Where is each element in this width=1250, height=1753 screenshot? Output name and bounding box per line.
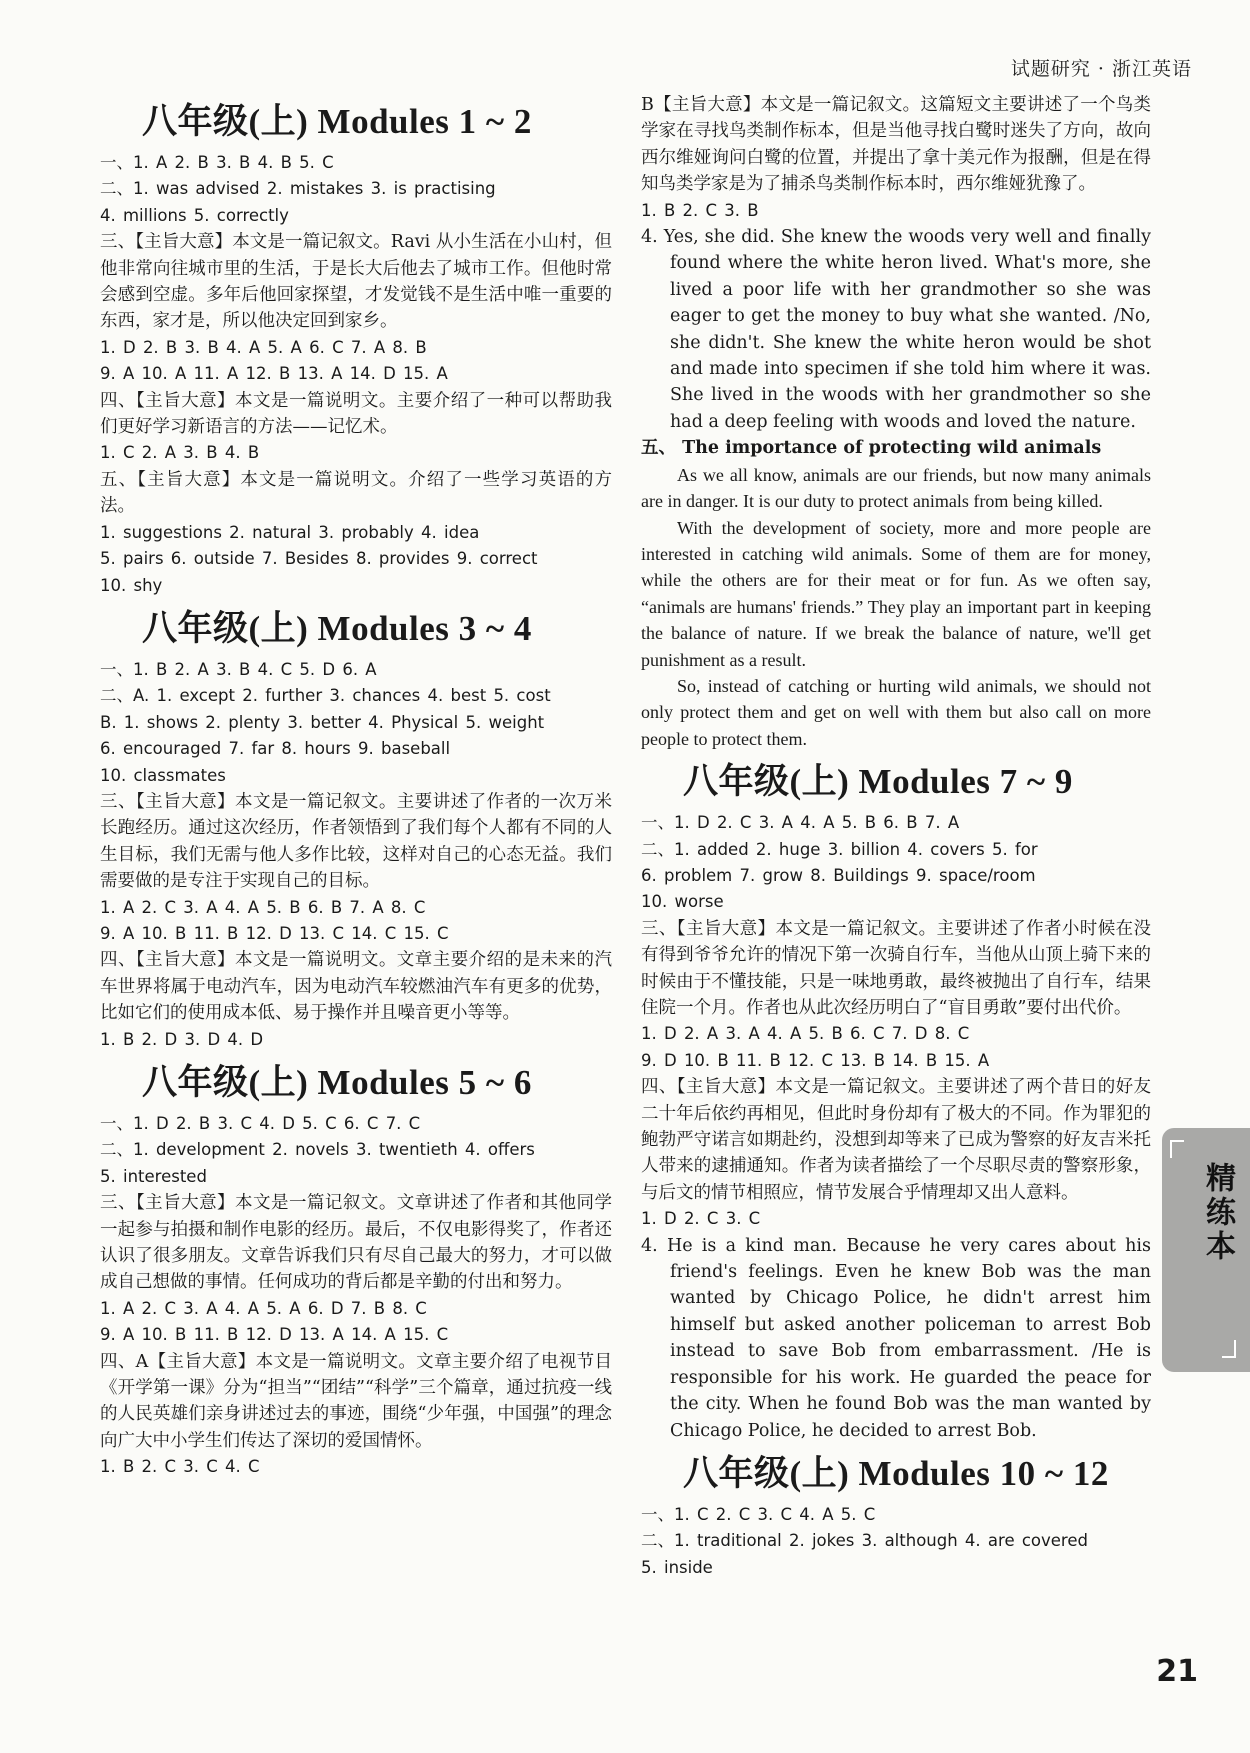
answer-line: 二、1. was advised 2. mistakes 3. is practising [100,179,496,199]
answer-line: 10. shy [100,575,163,595]
side-tab-label: 精练本 [1200,1162,1235,1264]
answer-line: 1. C 2. A 3. B 4. B [100,443,260,463]
answer-line: 二、1. traditional 2. jokes 3. although 4. are covered [641,1531,1088,1551]
section-heading: 八年级(上) Modules 10 ~ 12 [683,1453,1109,1493]
answer-line: 1. B 2. C 3. C 4. C [100,1457,260,1477]
section-heading: 八年级(上) Modules 5 ~ 6 [142,1063,532,1102]
answer-line: 9. D 10. B 11. B 12. C 13. B 14. B 15. A [641,1050,990,1070]
answer-line: 5. pairs 6. outside 7. Besides 8. provides 9. correct [100,549,538,569]
answer-line: 1. suggestions 2. natural 3. probably 4. idea [100,522,480,542]
answer-line: 5. interested [100,1166,207,1186]
answer-line: 9. A 10. B 11. B 12. D 13. A 14. A 15. C [100,1325,449,1345]
answer-line: 1. A 2. C 3. A 4. A 5. A 6. D 7. B 8. C [100,1298,427,1318]
tab-corner-mark [1222,1340,1236,1358]
page-number: 21 [1156,1654,1198,1689]
answer-line: 9. A 10. A 11. A 12. B 13. A 14. D 15. A [100,364,448,384]
answer-line: 二、A. 1. except 2. further 3. chances 4. best 5. cost [100,686,551,706]
answer-line: 6. problem 7. grow 8. Buildings 9. space/room [641,865,1036,885]
answer-line: 一、1. D 2. B 3. C 4. D 5. C 6. C 7. C [100,1114,421,1133]
answer-line: 一、1. C 2. C 3. C 4. A 5. C [641,1504,876,1524]
answer-line: 1. B 2. C 3. B [641,200,759,220]
answer-line: 二、1. development 2. novels 3. twentieth 4. offers [100,1140,535,1160]
running-header: 试题研究 · 浙江英语 [1010,58,1192,80]
answer-line: 4. millions 5. correctly [100,205,289,225]
answer-line: 10. worse [641,892,724,912]
summary-paragraph: 四、【主旨大意】本文是一篇记叙文。主要讲述了两个昔日的好友二十年后依约再相见，但此时身份却有了极大的不同。作为罪犯的鲍勃严守诺言如期赴约，没想到却等来了已成为警察的好友吉米托人带来的逮捕通知。作者为读者描绘了一个尽职尽责的警察形象，与后文的情节相照应，情节发展合乎情理却又出人意料。 [641,1077,1151,1203]
tab-corner-mark [1170,1140,1184,1158]
open-answer: 4. He is a kind man. Because he very cares about his friend's feelings. Even he knew Bob was the man wanted by Chicago Police, he didn't arrest him himself but asked another policeman to arrest Bob instead to save Bob from embarrassment. /He is responsible for his work. He guarded the peace for the city. When he found Bob was the man wanted by Chicago Police, he decided to arrest Bob. [641,1235,1151,1441]
answer-line: 1. B 2. D 3. D 4. D [100,1029,264,1049]
answer-line: 一、1. A 2. B 3. B 4. B 5. C [100,153,334,172]
right-column [641,92,1151,1581]
summary-paragraph: 四、A【主旨大意】本文是一篇说明文。文章主要介绍了电视节目《开学第一课》分为“担当”“团结”“科学”三个篇章，通过抗疫一线的人民英雄们亲身讲述过去的事迹，围绕“少年强，中国强”的理念向广大中小学生们传达了深切的爱国情怀。 [100,1351,612,1451]
answer-line: 9. A 10. B 11. B 12. D 13. C 14. C 15. C [100,923,449,943]
answer-line: 1. D 2. B 3. B 4. A 5. A 6. C 7. A 8. B [100,337,427,357]
summary-paragraph: 五、【主旨大意】本文是一篇说明文。介绍了一些学习英语的方法。 [100,469,612,517]
answer-line: 一、1. D 2. C 3. A 4. A 5. B 6. B 7. A [641,813,960,833]
answer-line: 6. encouraged 7. far 8. hours 9. baseball [100,739,451,759]
summary-paragraph: 三、【主旨大意】本文是一篇记叙文。主要讲述了作者小时候在没有得到爷爷允许的情况下第一次骑自行车，当他从山顶上骑下来的时候由于不懂技能，只是一味地勇敢，最终被抛出了自行车，结果住院一个月。作者也从此次经历明白了“盲目勇敢”要付出代价。 [641,918,1151,1018]
answer-line: 1. D 2. A 3. A 4. A 5. B 6. C 7. D 8. C [641,1024,970,1044]
essay-title: 五、 The importance of protecting wild animals [641,438,1102,459]
answer-line: 一、1. B 2. A 3. B 4. C 5. D 6. A [100,659,377,679]
summary-paragraph: 三、【主旨大意】本文是一篇记叙文。文章讲述了作者和其他同学一起参与拍摄和制作电影的经历。最后，不仅电影得奖了，作者还认识了很多朋友。文章告诉我们只有尽自己最大的努力，才可以做成自己想做的事情。任何成功的背后都是辛勤的付出和努力。 [100,1193,612,1293]
section-heading: 八年级(上) Modules 1 ~ 2 [142,102,532,141]
answer-line: 1. A 2. C 3. A 4. A 5. B 6. B 7. A 8. C [100,897,426,917]
answer-line: 二、1. added 2. huge 3. billion 4. covers 5. for [641,839,1038,859]
answer-line: 10. classmates [100,765,226,785]
open-answer: 4. Yes, she did. She knew the woods very well and finally found where the white heron lived. What's more, she lived a poor life with her grandmother so she was eager to get the money to buy what she wanted. /No, she didn't. She knew the white heron would be shot and made into specimen if she told him where it was. She lived in the woods with her grandmother so she had a deep feeling with woods and loved the nature. [641,227,1151,432]
essay-paragraph: As we all know, animals are our friends, but now many animals are in danger. It is our duty to protect animals from being killed. [641,464,1151,512]
summary-paragraph: 三、【主旨大意】本文是一篇记叙文。主要讲述了作者的一次万米长跑经历。通过这次经历，作者领悟到了我们每个人都有不同的人生目标，我们无需与他人多作比较，这样对自己的心态无益。我们需要做的是专注于实现自己的目标。 [100,791,612,892]
answer-line: 1. D 2. C 3. C [641,1209,761,1229]
answer-line: B. 1. shows 2. plenty 3. better 4. Physical 5. weight [100,712,545,732]
left-column [100,92,612,1481]
section-heading: 八年级(上) Modules 3 ~ 4 [142,608,532,648]
answer-line: 5. inside [641,1557,713,1577]
section-heading: 八年级(上) Modules 7 ~ 9 [683,762,1073,802]
essay-paragraph: So, instead of catching or hurting wild animals, we should not only protect them and get on well with them but also call on more people to protect them. [641,675,1151,749]
summary-paragraph: 四、【主旨大意】本文是一篇说明文。文章主要介绍的是未来的汽车世界将属于电动汽车，因为电动汽车较燃油汽车有更多的优势，比如它们的使用成本低、易于操作并且噪音更小等等。 [100,950,612,1024]
summary-paragraph: 四、【主旨大意】本文是一篇说明文。主要介绍了一种可以帮助我们更好学习新语言的方法——记忆术。 [100,390,612,438]
summary-paragraph: B【主旨大意】本文是一篇记叙文。这篇短文主要讲述了一个鸟类学家在寻找鸟类制作标本，但是当他寻找白鹭时迷失了方向，故向西尔维娅询问白鹭的位置，并提出了拿十美元作为报酬，但是在得知鸟类学家是为了捕杀鸟类制作标本时，西尔维娅犹豫了。 [641,95,1151,195]
essay-paragraph: With the development of society, more and more people are interested in catching wild animals. Some of them are for money, while the others are for their meat or for fun. As we often say, “animals are humans' friends.” They play an important part in keeping the balance of nature. If we break the balance of nature, we'll get punishment as a result. [641,517,1151,670]
summary-paragraph: 三、【主旨大意】本文是一篇记叙文。Ravi 从小生活在小山村，但他非常向往城市里的生活，于是长大后他去了城市工作。但他时常会感到空虚。多年后他回家探望，才发觉钱不是生活中唯一重要的东西，家才是，所以他决定回到家乡。 [100,232,612,332]
